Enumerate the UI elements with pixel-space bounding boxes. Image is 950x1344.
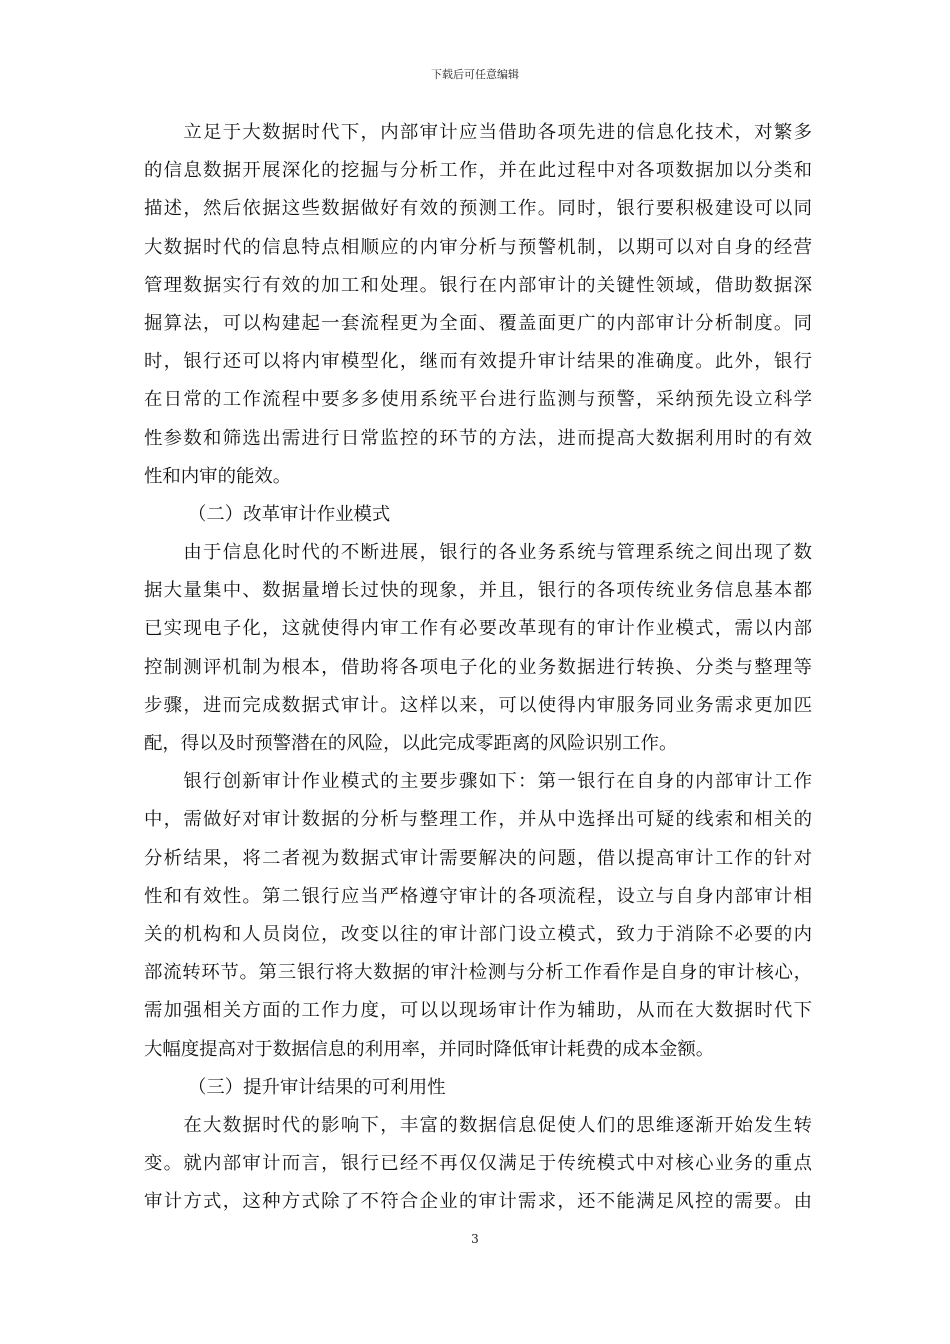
text-line: 据大量集中、数据量增长过快的现象，并且，银行的各项传统业务信息基本都 (144, 580, 812, 602)
section-heading: （二）改革审计作业模式 (188, 503, 391, 525)
text-line: 立足于大数据时代下，内部审计应当借助各项先进的信息化技术，对繁多 (144, 122, 812, 143)
text-line: 关的机构和人员岗位，改变以往的审计部门设立模式，致力于消除不必要的内 (144, 923, 812, 945)
text-line: 描述，然后依据这些数据做好有效的预测工作。同时，银行要积极建设可以同 (144, 198, 812, 220)
text-line: 分析结果，将二者视为数据式审计需要解决的问题，借以提高审计工作的针对 (144, 847, 812, 869)
text-line: 大幅度提高对于数据信息的利用率，并同时降低审计耗费的成本金额。 (144, 1038, 715, 1060)
text-line: 性参数和筛选出需进行日常监控的环节的方法，进而提高大数据利用时的有效 (144, 427, 812, 449)
text-line: 的信息数据开展深化的挖掘与分析工作，并在此过程中对各项数据加以分类和 (144, 160, 812, 182)
body-text (144, 114, 812, 1221)
text-line: 管理数据实行有效的加工和处理。银行在内部审计的关键性领域，借助数据深 (144, 274, 812, 296)
text-line: 在大数据时代的影响下，丰富的数据信息促使人们的思维逐渐开始发生转 (144, 1114, 812, 1136)
text-line: 审计方式，这种方式除了不符合企业的审计需求，还不能满足风控的需要。由 (144, 1191, 812, 1213)
text-line: 由于信息化时代的不断进展，银行的各业务系统与管理系统之间出现了数 (144, 542, 812, 564)
text-line: 部流转环节。第三银行将大数据的审汁检测与分析工作看作是自身的审计核心， (144, 962, 812, 984)
text-line: 步骤，进而完成数据式审计。这样以来，可以使得内审服务同业务需求更加匹 (144, 694, 812, 716)
text-line: 需加强相关方面的工作力度，可以以现场审计作为辅助，从而在大数据时代下 (144, 1000, 812, 1022)
text-line: 在日常的工作流程中要多多使用系统平台进行监测与预警，采纳预先设立科学 (144, 389, 812, 411)
page-number: 3 (471, 1232, 479, 1246)
text-line: 掘算法，可以构建起一套流程更为全面、覆盖面更广的内部审计分析制度。同 (144, 312, 812, 334)
text-line: 性和内审的能效。 (144, 465, 292, 487)
text-line: 银行创新审计作业模式的主要步骤如下：第一银行在自身的内部审计工作 (144, 771, 812, 793)
text-line: 已实现电子化，这就使得内审工作有必要改革现有的审计作业模式，需以内部 (144, 618, 812, 640)
text-line: 性和有效性。第二银行应当严格遵守审计的各项流程，设立与自身内部审计相 (144, 885, 812, 907)
text-line: 变。就内部审计而言，银行已经不再仅仅满足于传统模式中对核心业务的重点 (144, 1153, 812, 1175)
header-note: 下载后可任意编辑 (431, 68, 519, 81)
text-line: 大数据时代的信息特点相顺应的内审分析与预警机制，以期可以对自身的经营 (144, 236, 812, 258)
section-heading: （三）提升审计结果的可利用性 (188, 1076, 446, 1098)
text-line: 中，需做好对审计数据的分析与整理工作，并从中选择出可疑的线索和相关的 (144, 809, 812, 831)
text-line: 时，银行还可以将内审模型化，继而有效提升审计结果的准确度。此外，银行 (144, 351, 812, 373)
text-line: 配，得以及时预警潜在的风险，以此完成零距离的风险识别工作。 (144, 733, 678, 754)
text-line: 控制测评机制为根本，借助将各项电子化的业务数据进行转换、分类与整理等 (144, 656, 812, 678)
